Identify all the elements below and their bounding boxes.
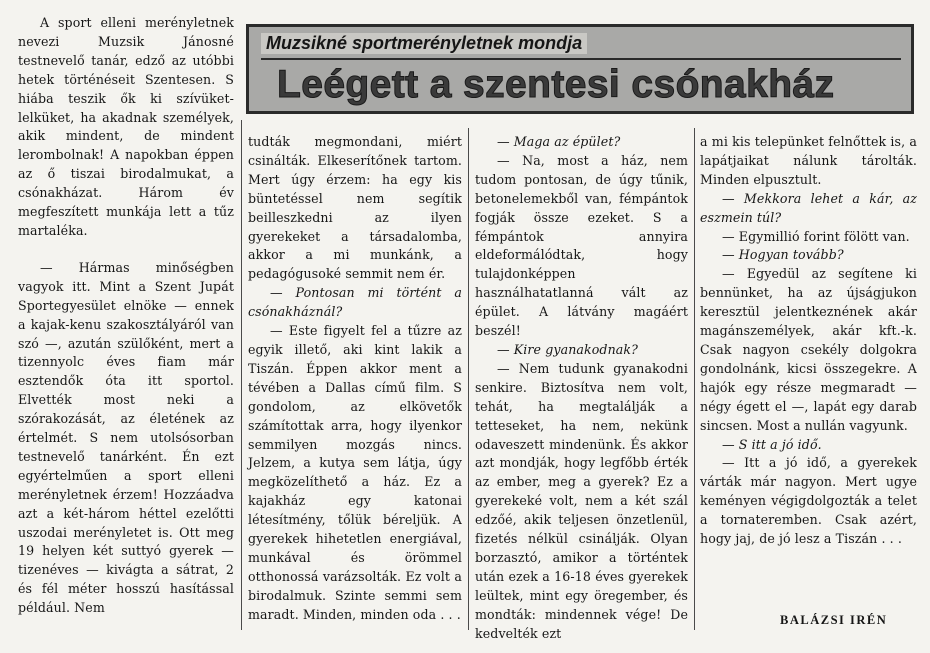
article-paragraph: a mi kis telepünket felnőttek is, a lapátjaikat nálunk tárolták. Minden elpusztult.: [700, 134, 917, 187]
kicker: Muzsikné sportmerényletnek mondja: [261, 33, 587, 54]
author-byline: BALÁZSI IRÉN: [780, 613, 888, 627]
headline: Leégett a szentesi csónakház: [277, 63, 835, 106]
column-rule: [468, 128, 469, 630]
article-paragraph: — Egymillió forint fölött van.: [722, 228, 910, 244]
article-column-4: [700, 133, 917, 549]
article-paragraph: — Itt a jó idő, a gyerekek várták már nagyon. Mert ugye keményen végigdolgozták a telet a tornateremben. Csak azért, hogy jaj, de jó lesz a Tiszán . . .: [700, 455, 917, 547]
article-paragraph: — Egyedül az segítene ki bennünket, ha az újságjukon keresztül jelentkeznének akár magánszemélyek, akár kft.-k. Csak nagyon csekély dolgokra gondolnánk, kicsi összegekre. A hajók egy része megmaradt — négy égett el —, lapát egy darab sincsen. Most a nullán vagyunk.: [700, 266, 917, 433]
article-paragraph: — Nem tudunk gyanakodni senkire. Biztosítva nem volt, tehát, ha megtalálják a tetteseket, ha nem, nekünk odaveszett mindenünk. És akkor azt mondják, hogy legfőbb érték az ember, meg a gyerek? Ez a gyerekeké volt, nem a két szál edzőé, akik teljesen önzetlenül, fizetés nélkül csinálják. Olyan borzasztó, amikor a történtek után ezek a 16-18 éves gyerekek leültek, mint egy öregember, és mondták: mindennek vége! De kedvelték ezt: [475, 360, 688, 641]
headline-box: [246, 24, 914, 114]
article-column-1: [18, 14, 234, 618]
article-paragraph: tudták megmondani, miért csinálták. Elkeserítőnek tartom. Mert úgy érzem: ha egy kis büntetéssel nem segítik beilleszkedni az ilyen gyerekeket a társadalomba, akkor a mi munkánk, a pedagógusoké semmit nem ér.: [248, 134, 462, 282]
kicker-underline: [261, 58, 901, 60]
article-paragraph: A sport elleni merényletnek nevezi Muzsik Jánosné testnevelő tanár, edző az utóbbi hetek történéseit Szentesen. S hiába teszik ők ki szívüket-lelküket, ha akadnak személyek, akik mindent, de mindent lerombolnak! A napokban éppen az ő tiszai birodalmukat, a csónakházat. Három év megfeszített munkája lett a tűz martaléka.: [18, 15, 234, 238]
column-rule: [241, 120, 242, 630]
article-paragraph: — Este figyelt fel a tűzre az egyik illető, aki kint lakik a Tiszán. Éppen akkor ment a tévében a Dallas című film. S gondolom, az elkövetők számítottak arra, hogy ilyenkor semmilyen mozgás nincs. Jelzem, a kutya sem látja, úgy megközelíthető a ház. Ez a kajakház egy katonai létesítmény, tőlük béreljük. A gyerekek hihetetlen energiával, munkával és örömmel otthonossá varázsolták. Ez volt a birodalmuk. Szinte semmi sem maradt. Minden, minden oda . . .: [248, 323, 462, 622]
interview-question: — Kire gyanakodnak?: [497, 341, 638, 357]
article-column-3: [475, 133, 688, 643]
interview-question: — S itt a jó idő.: [722, 436, 822, 452]
interview-question: — Hogyan tovább?: [722, 247, 844, 263]
interview-question: — Pontosan mi történt a csónakháznál?: [248, 285, 462, 320]
article-paragraph: — Na, most a ház, nem tudom pontosan, de úgy tűnik, betonelemekből van, fémpántok fogják össze ezeket. S a fémpántok annyira eldeformálódtak, hogy tulajdonképpen használhatatlanná vált az épület. A látvány magáért beszél!: [475, 152, 688, 339]
article-column-2: [248, 133, 462, 625]
article-paragraph: — Hármas minőségben vagyok itt. Mint a Szent Jupát Sportegyesület elnöke — ennek a kajak-kenu szakosztályáról van szó —, azután szülőként, mert a tizennyolc éves fiam már esztendők óta itt sportol. Elvették most neki a szórakozását, az életének az értelmét. S nem utolsósorban testnevelő tanárként. Én ezt egyértelműen a sport elleni merényletnek érzem! Hozzáadva azt a két-három héttel ezelőtti uszodai merényletet is. Ott meg 19 helyen két suttyó gyerek — tizenéves — kivágta a sátrat, 2 és fél méter hosszú hasítással például. Nem: [18, 259, 234, 616]
interview-question: — Mekkora lehet a kár, az eszmein túl?: [700, 190, 917, 225]
interview-question: — Maga az épület?: [497, 134, 621, 149]
column-rule: [694, 128, 695, 630]
